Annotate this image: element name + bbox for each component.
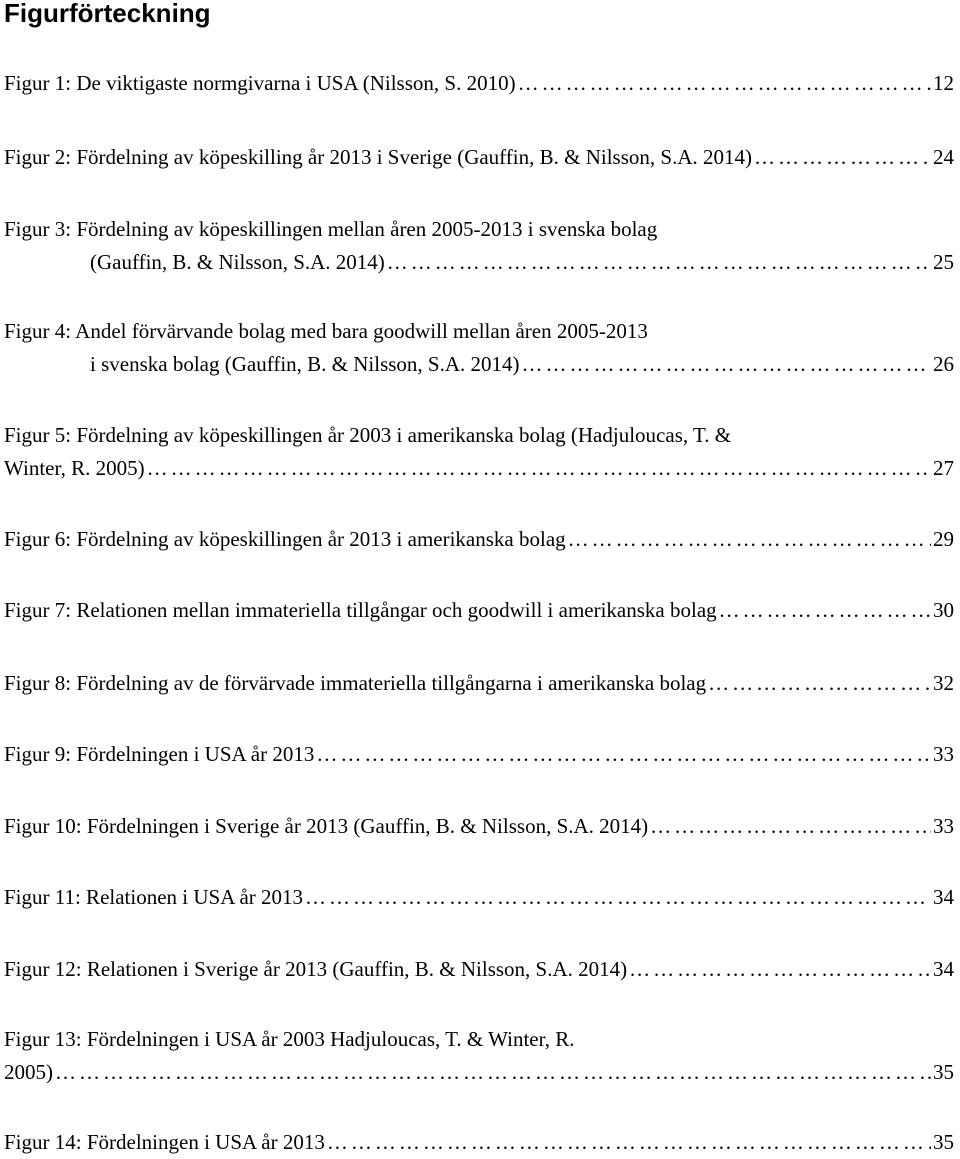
toc-entry-figur-1[interactable] [4, 67, 954, 100]
toc-entry-figur-13[interactable] [4, 1023, 954, 1089]
entry-title-continued: 2005) [4, 1060, 53, 1084]
dot-leader [55, 1056, 931, 1089]
dot-leader [650, 810, 931, 843]
dot-leader [387, 246, 931, 279]
page-number: 29 [933, 527, 954, 551]
toc-entry-figur-6[interactable] [4, 523, 954, 556]
dot-leader [316, 738, 931, 771]
page-number: 33 [933, 814, 954, 838]
toc-entry-figur-11[interactable] [4, 881, 954, 914]
toc-entry-figur-3[interactable] [4, 213, 954, 279]
entry-title: Figur 1: De viktigaste normgivarna i USA (Nilsson, S. 2010) [4, 71, 516, 95]
entry-title-continued: Winter, R. 2005) [4, 456, 145, 480]
page-number: 25 [933, 250, 954, 274]
toc-entry-figur-2[interactable] [4, 141, 954, 174]
dot-leader [719, 594, 931, 627]
dot-leader [147, 452, 931, 485]
toc-entry-figur-7[interactable] [4, 594, 954, 627]
page-number: 33 [933, 742, 954, 766]
toc-entry-figur-9[interactable] [4, 738, 954, 771]
entry-title: Figur 13: Fördelningen i USA år 2003 Hadjuloucas, T. & Winter, R. [4, 1027, 575, 1051]
entry-title-continued: (Gauffin, B. & Nilsson, S.A. 2014) [90, 250, 385, 274]
entry-title: Figur 6: Fördelning av köpeskillingen år 2013 i amerikanska bolag [4, 527, 566, 551]
toc-entry-figur-12[interactable] [4, 953, 954, 986]
entry-title: Figur 4: Andel förvärvande bolag med bara goodwill mellan åren 2005-2013 [4, 319, 648, 343]
entry-title: Figur 10: Fördelningen i Sverige år 2013 (Gauffin, B. & Nilsson, S.A. 2014) [4, 814, 649, 838]
dot-leader [518, 67, 931, 100]
page-number: 32 [933, 671, 954, 695]
entry-title: Figur 5: Fördelning av köpeskillingen år 2003 i amerikanska bolag (Hadjuloucas, T. & [4, 423, 732, 447]
page-number: 34 [933, 957, 954, 981]
dot-leader [708, 667, 931, 700]
page-number: 35 [933, 1130, 954, 1154]
page-number: 12 [933, 71, 954, 95]
toc-entry-figur-8[interactable] [4, 667, 954, 700]
page-number: 34 [933, 885, 954, 909]
page-number: 35 [933, 1060, 954, 1084]
toc-entry-figur-5[interactable] [4, 419, 954, 485]
entry-title: Figur 14: Fördelningen i USA år 2013 [4, 1130, 325, 1154]
entry-title: Figur 7: Relationen mellan immateriella tillgångar och goodwill i amerikanska bolag [4, 598, 717, 622]
entry-title: Figur 2: Fördelning av köpeskilling år 2013 i Sverige (Gauffin, B. & Nilsson, S.A. 2014) [4, 145, 752, 169]
dot-leader [522, 348, 931, 381]
entry-title: Figur 12: Relationen i Sverige år 2013 (Gauffin, B. & Nilsson, S.A. 2014) [4, 957, 628, 981]
dot-leader [568, 523, 931, 556]
page-number: 27 [933, 456, 954, 480]
entry-title: Figur 9: Fördelningen i USA år 2013 [4, 742, 315, 766]
dot-leader [327, 1126, 931, 1159]
page-number: 24 [933, 145, 954, 169]
entry-title: Figur 8: Fördelning av de förvärvade immateriella tillgångarna i amerikanska bolag [4, 671, 707, 695]
dot-leader [754, 141, 931, 174]
entry-title: Figur 3: Fördelning av köpeskillingen mellan åren 2005-2013 i svenska bolag [4, 217, 658, 241]
entry-title: Figur 11: Relationen i USA år 2013 [4, 885, 304, 909]
toc-entry-figur-4[interactable] [4, 315, 954, 381]
toc-entry-figur-14[interactable] [4, 1126, 954, 1159]
page-title: Figurförteckning [4, 0, 211, 28]
toc-entry-figur-10[interactable] [4, 810, 954, 843]
page-number: 30 [933, 598, 954, 622]
dot-leader [305, 881, 931, 914]
page-number: 26 [933, 352, 954, 376]
entry-title-continued: i svenska bolag (Gauffin, B. & Nilsson, S.A. 2014) [90, 352, 520, 376]
dot-leader [629, 953, 931, 986]
